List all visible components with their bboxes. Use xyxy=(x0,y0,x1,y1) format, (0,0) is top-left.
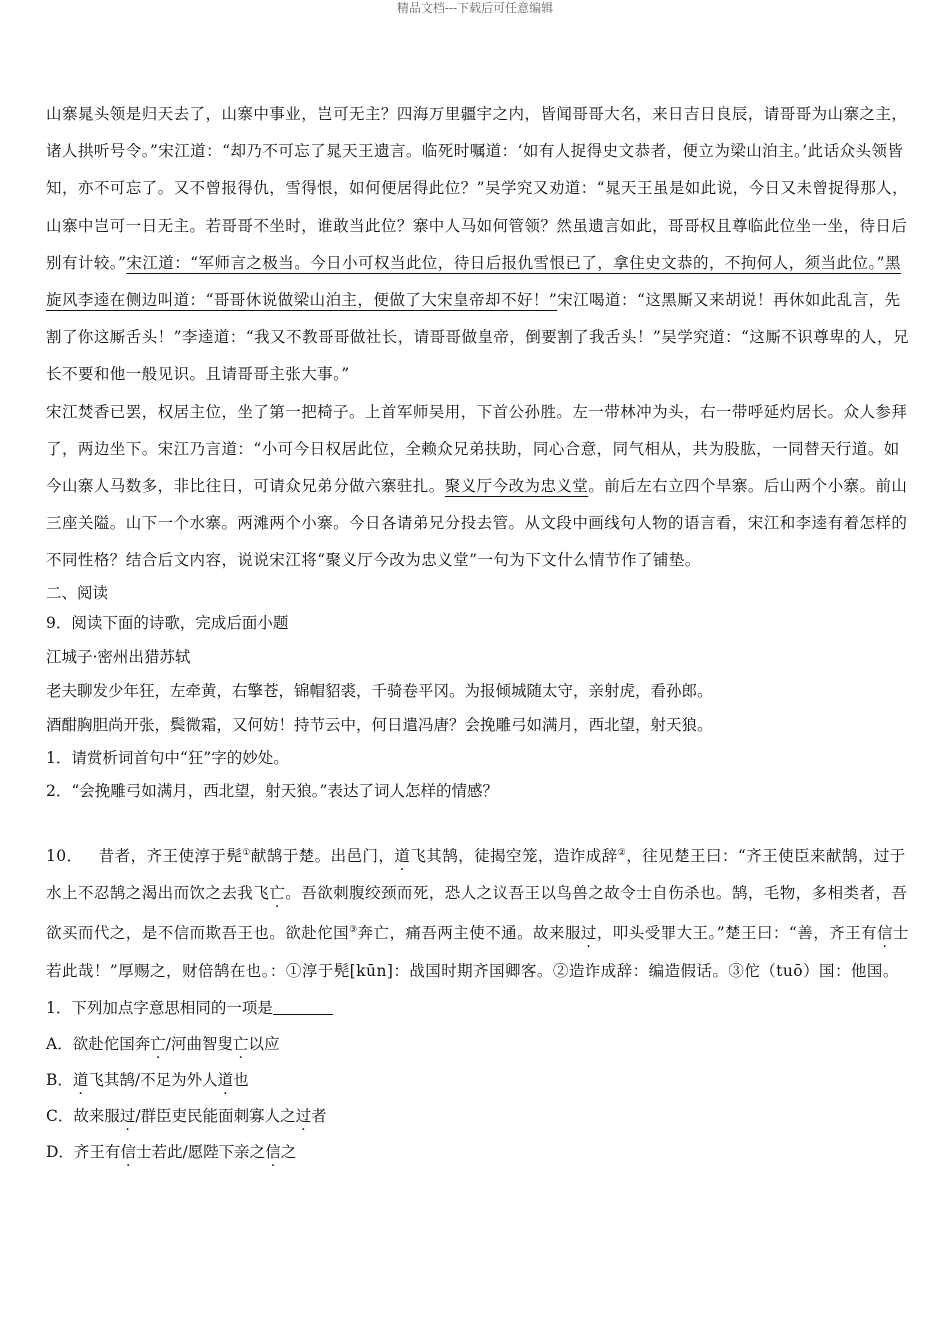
option-text: 者 xyxy=(311,1106,327,1125)
passage-text: 奔亡，痛吾两主使不通。故来服 xyxy=(357,924,581,943)
question-9-sub-2: 2．“会挽雕弓如满月，西北望，射天狼。”表达了词人怎样的情感？ xyxy=(46,781,498,800)
option-d xyxy=(46,1134,912,1170)
option-b xyxy=(46,1062,912,1098)
option-text: C．故来服 xyxy=(46,1106,120,1125)
option-text: /群臣吏民能面刺寡人之 xyxy=(135,1106,296,1125)
dotted-char: 道 xyxy=(394,846,411,865)
question-9-sub-1: 1．请赏析词首句中“狂”字的妙处。 xyxy=(46,748,289,767)
option-c xyxy=(46,1098,912,1134)
dotted-char: 过 xyxy=(119,1106,136,1125)
footnote-mark: ③ xyxy=(349,925,358,936)
dotted-char: 信 xyxy=(265,1142,281,1161)
passage-text: 飞其鹄，徒揭空笼，造诈成辞 xyxy=(410,846,618,865)
footnote-mark: ② xyxy=(617,847,627,858)
answer-blank[interactable] xyxy=(273,1000,333,1015)
passage-text: 山寨晁头领是归天去了，山寨中事业，岂可无主？四海万里疆宇之内，皆闻哥哥大名，来日吉日良辰，请哥哥为山寨之主，诸人拱听号令。”宋江道：“却乃不可忘了晁天王遗言。临死时嘱道：‘如有人捉得史文恭者，便立为梁山泊主。’此话众头领皆知，亦不可忘了。又不曾报得仇，雪得恨，如何便居得此位？”吴学究又劝道：“晁天王虽是如此说，今日又未曾捉得那人，山寨中岂可一日无主。若哥哥不坐时，谁敢当此位？寨中人马如何管领？然虽遗言如此，哥哥权且尊临此位坐一坐，待日后别有计较。” xyxy=(46,105,909,272)
question-10-sub-1 xyxy=(46,990,912,1026)
passage-paragraph-2 xyxy=(46,394,912,580)
footnote-mark: ① xyxy=(242,847,251,858)
passage-text: ，叩头受罪大王。”楚王曰：“善，齐王有 xyxy=(596,924,878,943)
passage-text: 昔者，齐王使淳于髡 xyxy=(98,846,243,865)
underlined-phrase: 聚义厅今改为忠义堂 xyxy=(444,477,589,496)
option-text: D．齐王有 xyxy=(46,1142,121,1161)
passage-text: 。吾欲刺腹绞颈而死，恐人之议吾王以鸟兽之故令士自伤杀也。鹄，毛物，多相类者，吾欲买而代之，是不信而欺吾王也。欲赴佗国 xyxy=(46,884,908,943)
section-heading: 二、阅读 xyxy=(46,583,109,602)
passage-text: 宋江焚香已罢，权居主位，坐了第一把椅子。上首军师吴用，下首公孙胜。左一带林冲为头，右一带呼延灼居长。众人参拜了，两边坐下。宋江乃言道：“小可今日权居此位，全赖众兄弟扶助，同心合意，同气相从，共为股肱，一同替天行道。如今山寨人马数多，非比往日，可请众兄弟分做六寨驻扎。 xyxy=(46,402,908,496)
question-number: 10． xyxy=(46,846,83,865)
option-a xyxy=(46,1026,912,1062)
question-10-passage xyxy=(46,835,912,990)
dotted-char: 信 xyxy=(120,1142,136,1161)
dotted-char: 过 xyxy=(580,924,597,943)
passage-paragraph-1 xyxy=(46,96,912,394)
passage-text: 宋江喝道：“这黑厮又来胡说！再休如此乱言，先割了你这厮舌头！”李逵道：“我又不教哥哥做社长，请哥哥做皇帝，倒要割了我舌头！”吴学究道：“这厮不识尊卑的人，兄长不要和他一般见识。且请哥哥主张大事。” xyxy=(46,291,909,384)
option-text: 飞其鹄/不足为外人 xyxy=(88,1070,218,1089)
dotted-char: 过 xyxy=(295,1106,312,1125)
page-header: 精品文档---下载后可任意编辑 xyxy=(396,1,554,15)
dotted-char: 亡 xyxy=(150,1034,166,1053)
option-text: 也 xyxy=(233,1070,249,1089)
poem-line-1: 老夫聊发少年狂，左牵黄，右擎苍，锦帽貂裘，千骑卷平冈。为报倾城随太守，亲射虎，看孙郎。 xyxy=(46,681,713,700)
option-text: 以应 xyxy=(248,1034,280,1053)
dotted-char: 道 xyxy=(217,1070,234,1089)
question-text: 1．下列加点字意思相同的一项是 xyxy=(46,998,273,1017)
dotted-char: 信 xyxy=(877,924,893,943)
poem-line-2: 酒酣胸胆尚开张，鬓微霜，又何妨！持节云中，何日遣冯唐？会挽雕弓如满月，西北望，射天狼。 xyxy=(46,715,713,734)
option-text: B． xyxy=(46,1070,73,1089)
passage-text: ，往见楚王曰：“齐王使臣来献鹄，过于水上不忍鹄之渴出而饮之去我飞 xyxy=(46,846,906,902)
option-text: 之 xyxy=(280,1142,297,1161)
passage-text: 士若此哉！”厚赐之，财倍鹄在也。：①淳于髡[kūn]：战国时期齐国卿客。②造诈成辞：编造假话。③佗（tuō）国：他国。 xyxy=(46,924,909,980)
document-body xyxy=(46,96,912,1170)
option-text: A．欲赴佗国奔 xyxy=(46,1034,151,1053)
dotted-char: 亡 xyxy=(269,884,286,902)
dotted-char: 道 xyxy=(72,1070,89,1089)
passage-text: 献鹄于楚。出邑门， xyxy=(250,846,395,865)
dotted-char: 亡 xyxy=(232,1034,249,1053)
option-text: /河曲智叟 xyxy=(165,1034,233,1053)
underlined-sentence: 宋江道：“军师言之极当。今日小可权当此位，待日后报仇雪恨已了，拿住史文恭的，不拘何人，须当此位。”黑旋风李逵在侧边叫道：“哥哥休说做梁山泊主，便做了大宋皇帝却不好！” xyxy=(46,253,901,310)
poem-title: 江城子·密州出猎苏轼 xyxy=(46,647,191,666)
question-9-title: 9．阅读下面的诗歌，完成后面小题 xyxy=(46,613,289,632)
option-text: 士若此/愿陛下亲之 xyxy=(135,1142,266,1161)
passage-text: 。前后左右立四个旱寨。后山两个小寨。前山三座关隘。山下一个水寨。两滩两个小寨。今日各请弟兄分投去管。从文段中画线句人物的语言看，宋江和李逵有着怎样的不同性格？结合后文内容，说说宋江将“聚义厅今改为忠义堂”一句为下文什么情节作了铺垫。 xyxy=(46,477,908,570)
